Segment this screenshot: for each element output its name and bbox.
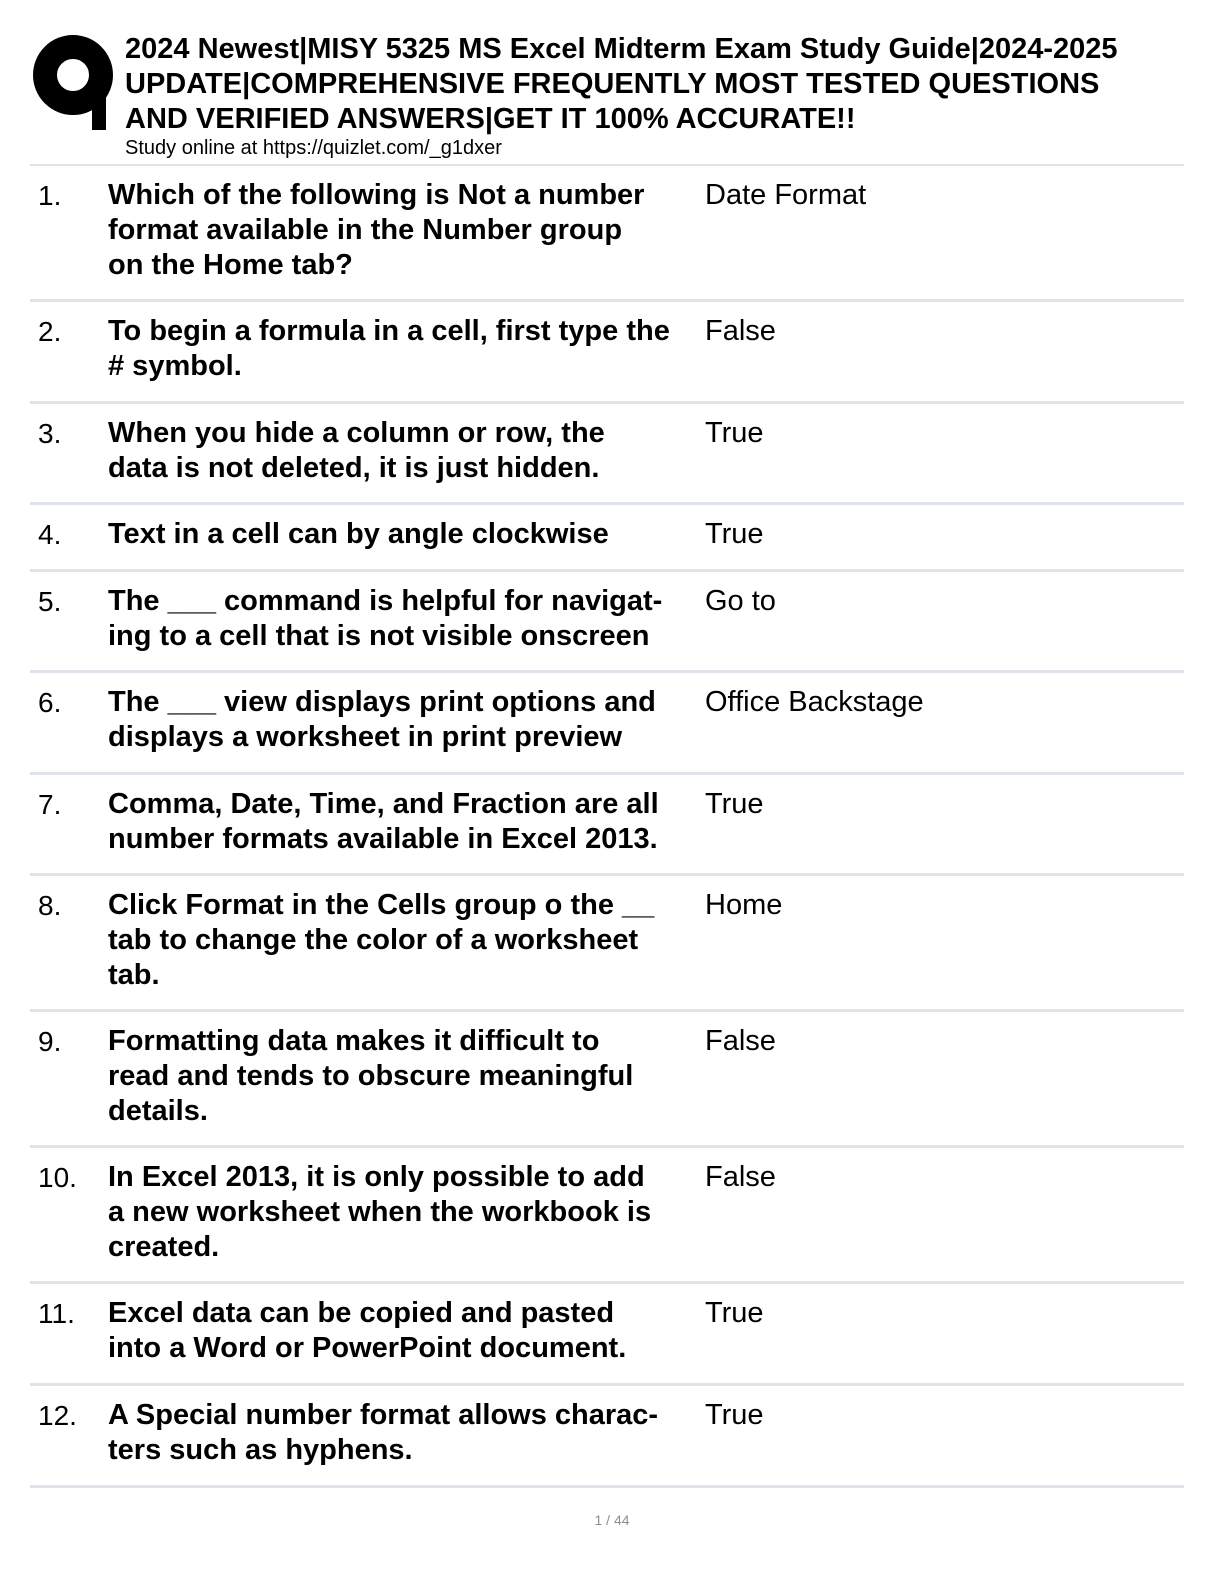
question-text (108, 584, 708, 654)
question-line: tab to change the color of a worksheet (108, 924, 639, 956)
page-header (30, 30, 1210, 164)
question-line: Text in a cell can by angle clockwise (108, 518, 609, 550)
question-text (108, 1398, 708, 1468)
qa-row (30, 1148, 1184, 1284)
question-line: ters such as hyphens. (108, 1434, 413, 1466)
question-text (108, 1024, 708, 1129)
question-line: Click Format in the Cells group o the __ (108, 889, 655, 921)
answer-text: True (705, 788, 764, 820)
qa-row (30, 1386, 1184, 1488)
qa-row (30, 505, 1184, 572)
question-text (108, 1160, 708, 1265)
page-indicator: 1 / 44 (594, 1512, 630, 1528)
question-line: on the Home tab? (108, 249, 353, 281)
question-number: 1. (38, 180, 62, 211)
question-line: Which of the following is Not a number (108, 179, 645, 211)
title-line: 2024 Newest|MISY 5325 MS Excel Midterm Exam Study Guide|2024-2025 (125, 33, 1118, 65)
question-line: into a Word or PowerPoint document. (108, 1332, 627, 1364)
question-line: details. (108, 1095, 208, 1127)
answer-text: Home (705, 889, 783, 921)
answer-text: False (705, 1161, 776, 1193)
question-number: 10. (38, 1162, 77, 1193)
question-line: When you hide a column or row, the (108, 417, 605, 449)
question-text (108, 314, 708, 384)
qa-row (30, 404, 1184, 505)
answer-text: True (705, 417, 764, 449)
question-number: 6. (38, 687, 62, 718)
question-line: ing to a cell that is not visible onscreen (108, 620, 650, 652)
title-line: AND VERIFIED ANSWERS|GET IT 100% ACCURATE!! (125, 103, 856, 135)
question-number: 7. (38, 789, 62, 820)
qa-list (30, 166, 1184, 1488)
answer-text: Go to (705, 585, 776, 617)
question-text (108, 517, 708, 552)
question-line: In Excel 2013, it is only possible to add (108, 1161, 645, 1193)
answer-text: Office Backstage (705, 686, 924, 718)
question-line: tab. (108, 959, 160, 991)
question-line: number formats available in Excel 2013. (108, 823, 658, 855)
question-line: Formatting data makes it difficult to (108, 1025, 600, 1057)
answer-text: Date Format (705, 179, 867, 211)
question-text (108, 685, 708, 755)
answer-text: False (705, 1025, 776, 1057)
question-line: created. (108, 1231, 220, 1263)
question-text (108, 416, 708, 486)
document-title (125, 32, 1215, 137)
question-number: 2. (38, 316, 62, 347)
question-line: format available in the Number group (108, 214, 623, 246)
question-text (108, 787, 708, 857)
answer-text: False (705, 315, 776, 347)
quizlet-q-logo-icon (32, 34, 132, 134)
qa-row (30, 166, 1184, 302)
question-number: 12. (38, 1400, 77, 1431)
question-number: 4. (38, 519, 62, 550)
qa-row (30, 572, 1184, 673)
question-line: The ___ view displays print options and (108, 686, 656, 718)
question-text (108, 888, 708, 993)
question-line: Excel data can be copied and pasted (108, 1297, 615, 1329)
qa-row (30, 775, 1184, 876)
qa-row (30, 1012, 1184, 1148)
question-line: To begin a formula in a cell, first type the (108, 315, 670, 347)
qa-row (30, 673, 1184, 775)
question-number: 11. (38, 1298, 75, 1329)
answer-text: True (705, 518, 764, 550)
answer-text: True (705, 1399, 764, 1431)
question-line: # symbol. (108, 350, 242, 382)
qa-row (30, 1284, 1184, 1386)
question-text (108, 1296, 708, 1366)
answer-text: True (705, 1297, 764, 1329)
question-line: A Special number format allows charac- (108, 1399, 659, 1431)
question-line: read and tends to obscure meaningful (108, 1060, 634, 1092)
question-line: data is not deleted, it is just hidden. (108, 452, 600, 484)
question-number: 3. (38, 418, 62, 449)
question-line: Comma, Date, Time, and Fraction are all (108, 788, 659, 820)
question-number: 8. (38, 890, 62, 921)
question-line: The ___ command is helpful for navigat- (108, 585, 663, 617)
qa-row (30, 876, 1184, 1012)
qa-row (30, 302, 1184, 404)
question-number: 9. (38, 1026, 62, 1057)
study-online-link[interactable]: Study online at https://quizlet.com/_g1dxer (125, 137, 502, 159)
title-line: UPDATE|COMPREHENSIVE FREQUENTLY MOST TESTED QUESTIONS (125, 68, 1100, 100)
question-number: 5. (38, 586, 62, 617)
question-line: displays a worksheet in print preview (108, 721, 623, 753)
question-line: a new worksheet when the workbook is (108, 1196, 652, 1228)
question-text (108, 178, 708, 283)
